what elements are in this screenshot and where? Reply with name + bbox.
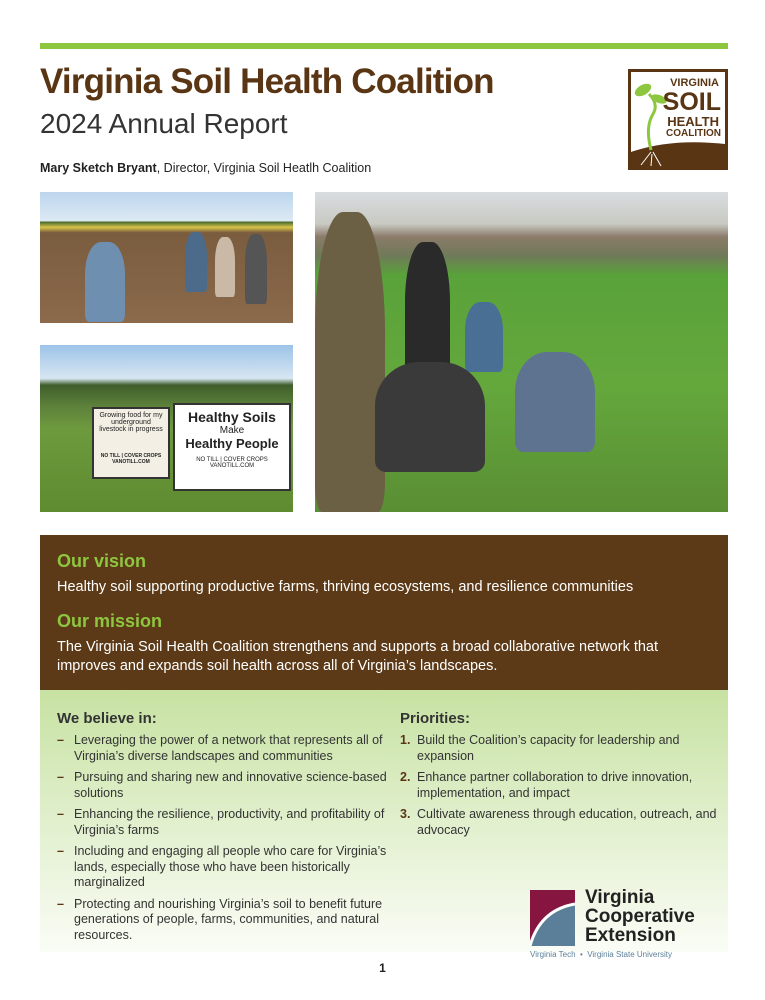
vshc-logo xyxy=(628,69,728,170)
belief-item: – Enhancing the resilience, productivity, and profitability of Virginia’s farms xyxy=(57,807,385,837)
vce-mark-icon xyxy=(530,890,575,946)
sign-healthy-soils: Healthy Soils Make Healthy People NO TILL | COVER CROPS VANOTILL.COM xyxy=(173,403,291,491)
belief-item: – Protecting and nourishing Virginia’s soil to benefit future generations of people, farms, communities, and natural resources. xyxy=(57,896,383,942)
vision-mission-panel xyxy=(40,535,728,690)
vce-logo xyxy=(530,887,720,962)
logo-text: VIRGINIA xyxy=(670,77,719,89)
priority-item: 1. Build the Coalition’s capacity for leadership and expansion xyxy=(400,733,680,763)
priorities-column xyxy=(400,710,720,844)
photo-field-signs xyxy=(40,345,293,512)
top-accent-bar xyxy=(40,43,728,49)
page-title: Virginia Soil Health Coalition xyxy=(40,62,494,101)
priorities-heading: Priorities: xyxy=(400,710,471,727)
mission-heading: Our mission xyxy=(57,611,163,631)
belief-item: – Including and engaging all people who care for Virginia’s lands, especially those who have been historically marginalized xyxy=(57,844,387,889)
page-subtitle: 2024 Annual Report xyxy=(40,108,288,139)
vce-line: Extension xyxy=(585,925,676,946)
beliefs-column xyxy=(57,710,387,949)
beliefs-heading: We believe in: xyxy=(57,710,157,727)
vision-text: Healthy soil supporting productive farms, thriving ecosystems, and resilience communities xyxy=(57,579,634,595)
page-number: 1 xyxy=(379,961,386,975)
author-name: Mary Sketch Bryant xyxy=(40,161,157,175)
logo-text: SOIL xyxy=(662,88,721,116)
belief-item: – Leveraging the power of a network that represents all of Virginia’s diverse landscapes and communities xyxy=(57,733,383,763)
author-line xyxy=(40,161,371,175)
belief-item: – Pursuing and sharing new and innovative science-based solutions xyxy=(57,770,387,800)
logo-text: HEALTH xyxy=(667,114,719,129)
priority-item: 2. Enhance partner collaboration to drive innovation, implementation, and impact xyxy=(400,770,693,800)
vce-line: Cooperative xyxy=(585,906,695,927)
sign-livestock: Growing food for my underground livestock in progress NO TILL | COVER CROPS VANOTILL.COM xyxy=(92,407,170,479)
mission-text: The Virginia Soil Health Coalition strengthens and supports a broad collaborative network that improves and expands soil health across all of Virginia’s landscapes. xyxy=(57,639,659,674)
vision-heading: Our vision xyxy=(57,551,147,571)
photo-soil-sampling xyxy=(315,192,728,512)
vce-line: Virginia xyxy=(585,887,655,908)
vce-tagline: Virginia Tech • Virginia State University xyxy=(530,950,672,959)
author-role: , Director, Virginia Soil Heatlh Coalition xyxy=(156,161,372,175)
photo-field-group xyxy=(40,192,293,323)
priority-item: 3. Cultivate awareness through education, outreach, and advocacy xyxy=(400,807,717,837)
logo-text: COALITION xyxy=(666,128,721,139)
